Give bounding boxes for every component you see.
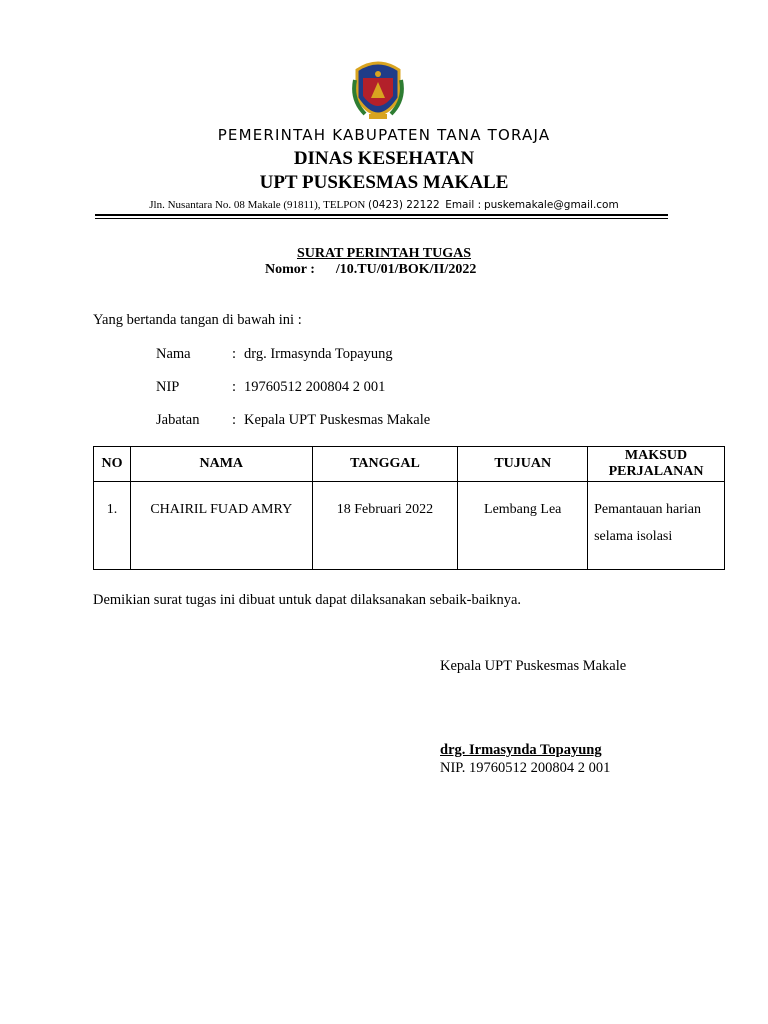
letterhead-address [0,199,768,211]
phone-number: (0423) 22122 [368,199,440,211]
closing-text: Demikian surat tugas ini dibuat untuk dapat dilaksanakan sebaik-baiknya. [93,592,522,608]
field-colon: : [232,412,237,428]
email-address: puskemakale@gmail.com [483,199,619,211]
header-nama: NAMA [130,447,312,482]
field-colon: : [232,346,237,362]
address-text: Jln. Nusantara No. 08 Makale (91811), TELPON [149,199,369,211]
cell-tujuan: Lembang Lea [458,482,588,570]
letterhead-divider-thin [95,218,668,219]
header-maksud: MAKSUD [624,448,688,463]
letter-number [265,262,476,278]
table-row [94,482,725,570]
field-value-nip: 19760512 200804 2 001 [244,379,386,395]
field-value-jabatan: Kepala UPT Puskesmas Makale [244,412,431,428]
field-label-jabatan: Jabatan [156,412,200,428]
header-maksud-perjalanan [588,447,725,482]
table-header-row [94,447,725,482]
department-heading: DINAS KESEHATAN [293,148,475,169]
header-perjalanan: PERJALANAN [608,464,704,479]
signatory-name: drg. Irmasynda Topayung [440,742,602,758]
signatory-role: Kepala UPT Puskesmas Makale [440,658,627,674]
header-tanggal: TANGGAL [312,447,458,482]
cell-no: 1. [94,482,131,570]
header-no: NO [94,447,131,482]
cell-maksud: Pemantauan harian selama isolasi [588,482,725,570]
header-tujuan: TUJUAN [458,447,588,482]
assignment-table [93,446,725,570]
signatory-nip: NIP. 19760512 200804 2 001 [440,760,611,776]
letter-number-value: /10.TU/01/BOK/II/2022 [335,262,477,277]
cell-nama: CHAIRIL FUAD AMRY [130,482,312,570]
field-colon: : [232,379,237,395]
field-value-nama: drg. Irmasynda Topayung [244,346,393,362]
cell-tanggal: 18 Februari 2022 [312,482,458,570]
letter-title: SURAT PERINTAH TUGAS [296,246,471,261]
intro-text: Yang bertanda tangan di bawah ini : [93,312,302,328]
letter-number-label: Nomor : [265,262,315,277]
regency-emblem-logo [351,60,405,124]
unit-heading: UPT PUSKESMAS MAKALE [259,172,509,193]
letterhead-divider-thick [95,214,668,216]
field-label-nip: NIP [156,379,180,395]
government-heading: PEMERINTAH KABUPATEN TANA TORAJA [217,126,551,144]
field-label-nama: Nama [156,346,191,362]
email-label: Email : [445,199,482,211]
